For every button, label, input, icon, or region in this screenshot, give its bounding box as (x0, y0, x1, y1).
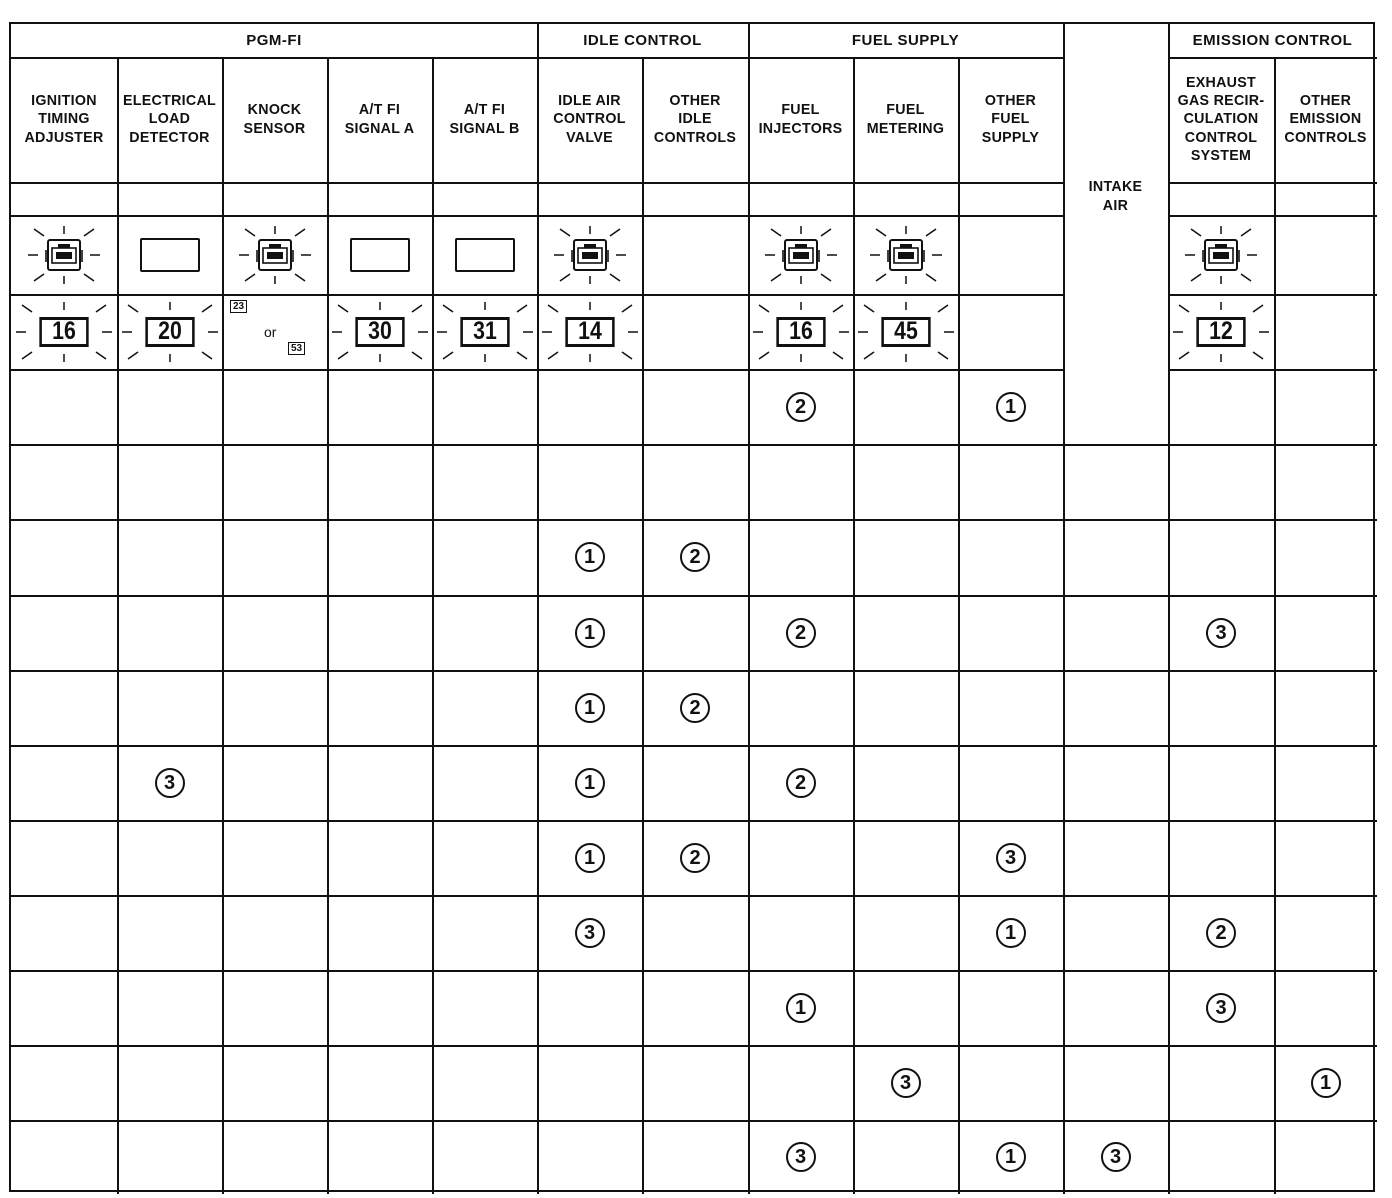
column-header: A/T FI SIGNAL B (449, 101, 520, 137)
priority-mark: 3 (891, 1068, 921, 1098)
priority-mark: 3 (786, 1142, 816, 1172)
row-divider (11, 215, 1063, 217)
group-header: IDLE CONTROL (583, 32, 702, 49)
column-divider (642, 57, 644, 1194)
blink-code-indicator (856, 300, 956, 364)
priority-mark: 3 (996, 843, 1026, 873)
priority-mark: 2 (786, 768, 816, 798)
column-header: FUEL INJECTORS (758, 101, 843, 137)
table-cell (1063, 1120, 1168, 1194)
table-cell (1274, 1045, 1377, 1120)
priority-mark: 3 (1206, 993, 1236, 1023)
troubleshooting-table (9, 22, 1375, 1192)
table-cell (748, 595, 853, 670)
column-divider (117, 57, 119, 1194)
priority-mark: 2 (680, 693, 710, 723)
table-cell (1168, 970, 1274, 1045)
column-divider (958, 57, 960, 1194)
table-cell (642, 670, 748, 745)
table-cell (1168, 595, 1274, 670)
knock-or-label: or (264, 324, 277, 340)
blink-code: 16 (39, 317, 88, 347)
column-header: IDLE AIR CONTROL VALVE (553, 92, 626, 146)
lamp-off-icon (140, 238, 200, 272)
row-divider (1168, 369, 1377, 371)
check-engine-icon (1183, 224, 1259, 286)
priority-mark: 3 (1206, 618, 1236, 648)
column-header: EXHAUST GAS RECIR- CULATION CONTROL SYSTEM (1177, 73, 1265, 164)
row-divider (11, 1045, 1377, 1047)
table-cell (537, 820, 642, 895)
blink-code: 14 (565, 317, 614, 347)
row-divider (11, 369, 1063, 371)
priority-mark: 1 (575, 618, 605, 648)
column-divider (222, 57, 224, 1194)
column-header: OTHER EMISSION CONTROLS (1284, 92, 1367, 146)
blink-code-indicator (540, 300, 640, 364)
column-header: ELECTRICAL LOAD DETECTOR (122, 92, 217, 146)
check-engine-icon (237, 224, 313, 286)
priority-mark: 2 (680, 843, 710, 873)
table-cell (958, 895, 1063, 970)
column-header: IGNITION TIMING ADJUSTER (24, 92, 104, 146)
priority-mark: 1 (575, 843, 605, 873)
table-cell (537, 595, 642, 670)
table-cell (642, 519, 748, 595)
row-divider (1168, 215, 1377, 217)
table-cell (958, 1120, 1063, 1194)
blink-code: 31 (460, 317, 509, 347)
blink-code-indicator (1171, 300, 1271, 364)
priority-mark: 1 (996, 392, 1026, 422)
priority-mark: 1 (996, 918, 1026, 948)
blink-code-indicator (435, 300, 535, 364)
group-header: EMISSION CONTROL (1192, 32, 1353, 49)
row-divider (11, 182, 1063, 184)
column-divider (1274, 57, 1276, 1194)
column-divider (432, 57, 434, 1194)
table-cell (958, 820, 1063, 895)
priority-mark: 3 (1101, 1142, 1131, 1172)
column-header: A/T FI SIGNAL A (344, 101, 415, 137)
check-engine-icon (868, 224, 944, 286)
priority-mark: 1 (575, 693, 605, 723)
row-divider (11, 444, 1377, 446)
check-engine-icon (26, 224, 102, 286)
blink-code-indicator (14, 300, 114, 364)
table-cell (748, 970, 853, 1045)
blink-code: 30 (355, 317, 404, 347)
table-cell (117, 745, 222, 820)
priority-mark: 3 (575, 918, 605, 948)
row-divider (1168, 182, 1377, 184)
priority-mark: 1 (575, 768, 605, 798)
column-header: KNOCK SENSOR (243, 101, 306, 137)
blink-code: 45 (881, 317, 930, 347)
column-header: FUEL METERING (866, 101, 945, 137)
table-cell (642, 820, 748, 895)
row-divider (11, 294, 1063, 296)
table-cell (748, 745, 853, 820)
column-divider (327, 57, 329, 1194)
column-divider (1063, 24, 1065, 1194)
table-cell (748, 1120, 853, 1194)
priority-mark: 1 (996, 1142, 1026, 1172)
table-cell (853, 1045, 958, 1120)
table-cell (537, 670, 642, 745)
blink-code-indicator (120, 300, 220, 364)
table-cell (748, 369, 853, 444)
table-cell (1168, 895, 1274, 970)
column-header: OTHER IDLE CONTROLS (653, 92, 737, 146)
table-cell (537, 895, 642, 970)
table-cell (537, 519, 642, 595)
priority-mark: 2 (786, 618, 816, 648)
group-header: FUEL SUPPLY (851, 32, 960, 49)
lamp-off-icon (455, 238, 515, 272)
blink-code: 20 (145, 317, 194, 347)
column-divider (853, 57, 855, 1194)
blink-code-indicator (751, 300, 851, 364)
table-cell (958, 369, 1063, 444)
priority-mark: 2 (680, 542, 710, 572)
table-cell (537, 745, 642, 820)
column-header: INTAKE AIR (1088, 178, 1143, 214)
lamp-off-icon (350, 238, 410, 272)
check-engine-icon (763, 224, 839, 286)
row-divider (11, 1120, 1377, 1122)
column-header: OTHER FUEL SUPPLY (981, 92, 1040, 146)
knock-code-b: 53 (288, 342, 305, 355)
priority-mark: 2 (786, 392, 816, 422)
priority-mark: 1 (786, 993, 816, 1023)
blink-code-indicator (330, 300, 430, 364)
priority-mark: 2 (1206, 918, 1236, 948)
priority-mark: 1 (575, 542, 605, 572)
row-divider (1168, 294, 1377, 296)
blink-code: 12 (1196, 317, 1245, 347)
priority-mark: 1 (1311, 1068, 1341, 1098)
priority-mark: 3 (155, 768, 185, 798)
check-engine-icon (552, 224, 628, 286)
knock-code-a: 23 (230, 300, 247, 313)
group-header: PGM-FI (246, 32, 302, 49)
blink-code: 16 (776, 317, 825, 347)
